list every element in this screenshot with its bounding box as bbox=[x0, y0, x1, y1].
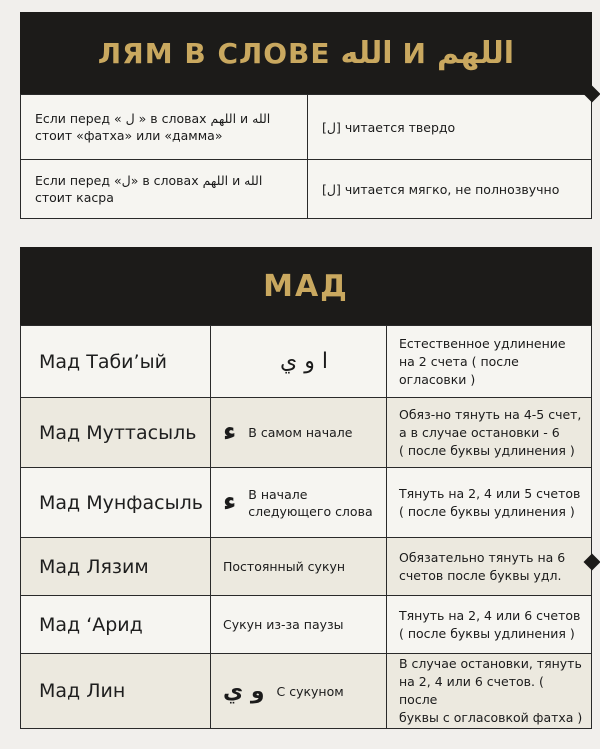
mad-rule-line: ( после буквы удлинения ) bbox=[399, 625, 575, 641]
waw-ya-glyph: و ي bbox=[223, 678, 265, 704]
mad-rule-line: счетов после буквы удл. bbox=[399, 567, 562, 583]
mad-rule-line: буквы с огласовкой фатха ) bbox=[399, 710, 583, 725]
mad-rule-line: огласовки ) bbox=[399, 371, 476, 387]
lam-section bbox=[20, 12, 592, 219]
mad-rule-cell bbox=[387, 468, 592, 538]
lam-condition-line bbox=[35, 110, 293, 127]
mad-name: Мад Лин bbox=[21, 654, 211, 729]
lam-condition-cell bbox=[21, 160, 308, 219]
lam-condition-text-2: стоит «фатха» или «дамма» bbox=[35, 128, 223, 143]
lam-row bbox=[21, 95, 592, 160]
mad-rule-cell bbox=[387, 326, 592, 398]
mad-rule-line: Обяз-но тянуть на 4-5 счет, bbox=[399, 406, 582, 422]
mad-desc-line: В начале bbox=[248, 486, 308, 502]
mad-rule-line: В случае остановки, тянуть bbox=[399, 656, 582, 671]
mad-rule-line: Тянуть на 2, 4 или 5 счетов bbox=[399, 485, 581, 501]
lam-condition-cell bbox=[21, 95, 308, 160]
mad-desc-line: следующего слова bbox=[248, 503, 373, 519]
mad-desc-cell bbox=[211, 398, 387, 468]
mad-rule-line: Естественное удлинение bbox=[399, 335, 566, 351]
mad-desc bbox=[223, 486, 385, 520]
mad-letters-cell bbox=[211, 326, 387, 398]
mad-rule-line: Обязательно тянуть на 6 bbox=[399, 549, 566, 565]
lam-condition-text: Если перед «ل» в словах bbox=[35, 173, 199, 188]
hamza-glyph: ء bbox=[223, 487, 237, 517]
mad-letters bbox=[223, 349, 385, 374]
mad-name: Мад Мунфасыль bbox=[21, 468, 211, 538]
mad-row bbox=[21, 654, 592, 729]
mad-row bbox=[21, 326, 592, 398]
mad-section bbox=[20, 247, 592, 729]
mad-desc-cell: Постоянный сукун bbox=[211, 538, 387, 596]
lam-result-cell: [ل] читается мягко, не полнозвучно bbox=[308, 160, 592, 219]
lam-title-arabic-2: اللهم bbox=[436, 35, 515, 71]
mad-title: МАД bbox=[263, 268, 349, 304]
mad-rule-line: ( после буквы удлинения ) bbox=[399, 503, 575, 519]
mad-rule-line: а в случае остановки - 6 bbox=[399, 424, 560, 440]
mad-desc-text: С сукуном bbox=[276, 683, 344, 699]
mad-table bbox=[20, 325, 592, 729]
mad-row bbox=[21, 538, 592, 596]
mad-row bbox=[21, 468, 592, 538]
mad-rule-cell bbox=[387, 596, 592, 654]
lam-condition-text-2: стоит касра bbox=[35, 190, 114, 205]
mad-desc bbox=[223, 678, 385, 704]
mad-arabic: ا و ي bbox=[280, 349, 328, 374]
lam-title-arabic-1: الله bbox=[340, 35, 393, 71]
lam-condition-arabic: الله и اللهم bbox=[210, 111, 271, 126]
lam-title bbox=[98, 36, 514, 71]
lam-result-cell: [ل] читается твердо bbox=[308, 95, 592, 160]
mad-desc-text: В самом начале bbox=[248, 425, 353, 440]
lam-condition-line bbox=[35, 172, 293, 189]
lam-title-bar bbox=[20, 12, 592, 94]
mad-row bbox=[21, 398, 592, 468]
mad-rule-line: на 2, 4 или 6 счетов. ( после bbox=[399, 674, 544, 707]
mad-rule-cell bbox=[387, 538, 592, 596]
mad-desc-cell bbox=[211, 654, 387, 729]
mad-rule-cell bbox=[387, 654, 592, 729]
mad-row bbox=[21, 596, 592, 654]
mad-desc-text bbox=[248, 486, 372, 520]
mad-name: Мад ‘Арид bbox=[21, 596, 211, 654]
lam-condition-text: Если перед « ل » в словах bbox=[35, 111, 207, 126]
lam-title-prefix: ЛЯМ В СЛОВЕ bbox=[97, 36, 331, 70]
mad-rule-line: ( после буквы удлинения ) bbox=[399, 442, 575, 458]
hamza-glyph: ء bbox=[223, 417, 237, 447]
lam-table bbox=[20, 94, 592, 219]
mad-rule-line: Тянуть на 2, 4 или 6 счетов bbox=[399, 607, 581, 623]
mad-desc bbox=[223, 417, 385, 447]
mad-title-bar bbox=[20, 247, 592, 325]
lam-condition-arabic: الله и اللهم bbox=[202, 173, 263, 188]
mad-rule-line: на 2 счета ( после bbox=[399, 353, 519, 369]
mad-desc-cell bbox=[211, 468, 387, 538]
mad-name: Мад Лязим bbox=[21, 538, 211, 596]
mad-desc-cell: Сукун из-за паузы bbox=[211, 596, 387, 654]
lam-row bbox=[21, 160, 592, 219]
lam-title-and: И bbox=[402, 36, 427, 70]
mad-name: Мад Муттасыль bbox=[21, 398, 211, 468]
mad-rule-cell bbox=[387, 398, 592, 468]
mad-name: Мад Таби’ый bbox=[21, 326, 211, 398]
